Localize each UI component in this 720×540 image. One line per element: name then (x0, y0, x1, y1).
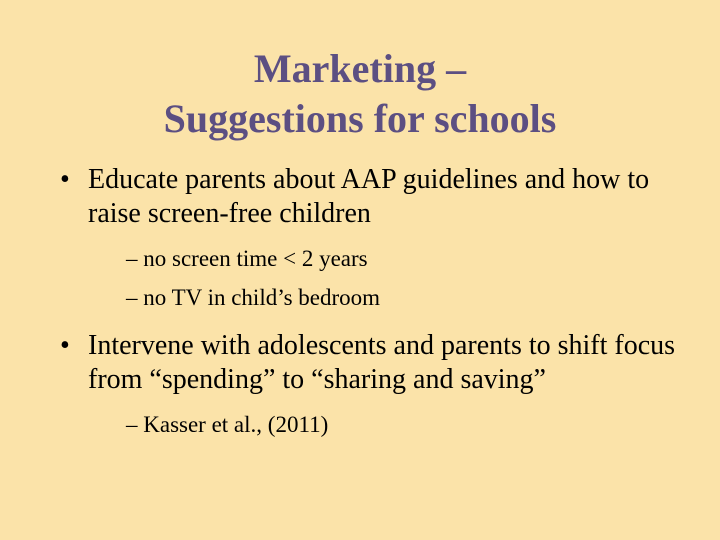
bullet-text: Educate parents about AAP guidelines and how to raise screen-free children (88, 164, 650, 229)
sub-bullet-item: – Kasser et al., (2011) (126, 412, 329, 437)
bullet-item (60, 163, 690, 317)
slide-content (60, 163, 690, 444)
slide-title-line-2: Suggestions for schools (163, 96, 557, 141)
sub-bullet-list (126, 239, 690, 317)
bullet-text: Intervene with adolescents and parents to shift focus from “spending” to “sharing and saving” (88, 330, 676, 395)
sub-bullet-list (126, 405, 690, 444)
sub-bullet-item: – no TV in child’s bedroom (126, 285, 381, 310)
bullet-marker: • (60, 330, 70, 361)
sub-bullet-item: – no screen time < 2 years (126, 246, 368, 271)
slide-title (0, 44, 720, 144)
bullet-marker: • (60, 164, 70, 195)
bullet-item (60, 329, 690, 444)
slide-title-line-1: Marketing – (253, 46, 467, 91)
